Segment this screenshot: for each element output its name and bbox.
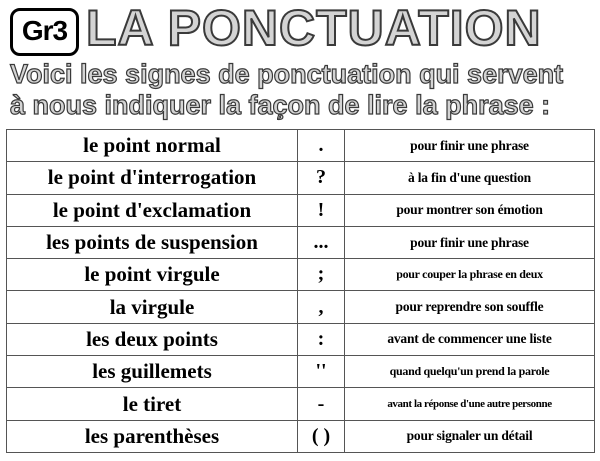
table-row bbox=[7, 194, 595, 226]
sign-usage: pour finir une phrase bbox=[345, 226, 595, 258]
sign-symbol: ... bbox=[298, 226, 345, 258]
table-row bbox=[7, 259, 595, 291]
sign-symbol: ? bbox=[298, 162, 345, 194]
sign-name: le tiret bbox=[7, 388, 298, 420]
sign-symbol: . bbox=[298, 130, 345, 162]
sign-usage: pour couper la phrase en deux bbox=[345, 259, 595, 291]
table-row bbox=[7, 388, 595, 420]
table-row bbox=[7, 356, 595, 388]
punctuation-table bbox=[6, 129, 595, 453]
sign-usage: à la fin d'une question bbox=[345, 162, 595, 194]
grade-badge: Gr3 bbox=[10, 8, 79, 56]
sign-symbol: : bbox=[298, 323, 345, 355]
intro-line-1: Voici les signes de ponctuation qui servent bbox=[10, 59, 564, 89]
page-title: LA PONCTUATION bbox=[86, 0, 542, 56]
sign-name: le point normal bbox=[7, 130, 298, 162]
table-row bbox=[7, 162, 595, 194]
table-row bbox=[7, 226, 595, 258]
sign-name: les deux points bbox=[7, 323, 298, 355]
sign-name: les parenthèses bbox=[7, 420, 298, 452]
sign-usage: pour reprendre son souffle bbox=[345, 291, 595, 323]
sign-symbol: ; bbox=[298, 259, 345, 291]
sign-name: les points de suspension bbox=[7, 226, 298, 258]
sign-usage: pour montrer son émotion bbox=[345, 194, 595, 226]
sign-usage: pour signaler un détail bbox=[345, 420, 595, 452]
sign-usage: quand quelqu'un prend la parole bbox=[345, 356, 595, 388]
intro-line-2: à nous indiquer la façon de lire la phrase : bbox=[10, 90, 551, 120]
table-row bbox=[7, 291, 595, 323]
table-row bbox=[7, 323, 595, 355]
sign-name: le point virgule bbox=[7, 259, 298, 291]
sign-name: la virgule bbox=[7, 291, 298, 323]
sign-symbol: ( ) bbox=[298, 420, 345, 452]
sign-symbol: '' bbox=[298, 356, 345, 388]
table-row bbox=[7, 130, 595, 162]
sign-name: le point d'exclamation bbox=[7, 194, 298, 226]
sign-usage: pour finir une phrase bbox=[345, 130, 595, 162]
sign-usage: avant de commencer une liste bbox=[345, 323, 595, 355]
sign-symbol: , bbox=[298, 291, 345, 323]
table-row bbox=[7, 420, 595, 452]
sign-symbol: - bbox=[298, 388, 345, 420]
sign-name: le point d'interrogation bbox=[7, 162, 298, 194]
sign-usage: avant la réponse d'une autre personne bbox=[345, 388, 595, 420]
sign-symbol: ! bbox=[298, 194, 345, 226]
sign-name: les guillemets bbox=[7, 356, 298, 388]
